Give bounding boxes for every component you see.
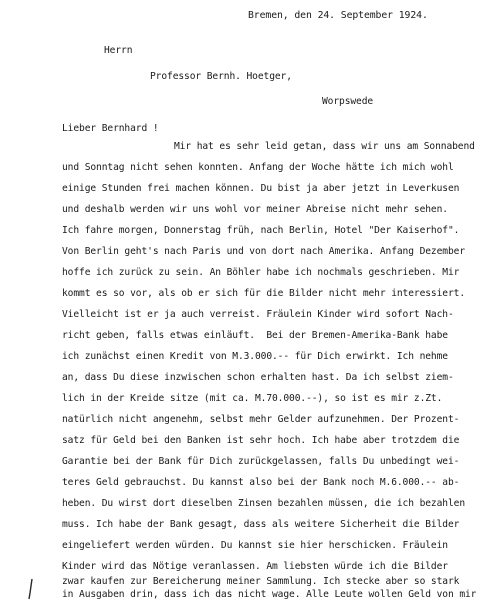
body-line: Garantie bei der Bank für Dich zurückgelassen, falls Du unbedingt wei- [62, 456, 460, 467]
body-line: teres Geld gebrauchst. Du kannst also bei der Bank noch M.6.000.-- ab- [62, 477, 460, 488]
body-line: Mir hat es sehr leid getan, dass wir uns am Sonnabend [174, 141, 475, 152]
address-title: Herrn [104, 45, 133, 56]
body-line: Vielleicht ist er ja auch verreist. Fräulein Kinder wird sofort Nach- [62, 309, 454, 320]
body-line: an, dass Du diese inzwischen schon erhalten hast. Da ich selbst ziem- [62, 372, 454, 383]
body-line: ich zunächst einen Kredit von M.3.000.-- für Dich erwirkt. Ich nehme [62, 351, 448, 362]
date-line: Bremen, den 24. September 1924. [248, 10, 428, 21]
body-line: kommt es so vor, als ob er sich für die Bilder nicht mehr interessiert. [62, 288, 465, 299]
body-line: einige Stunden frei machen können. Du bist ja aber jetzt in Leverkusen [62, 183, 460, 194]
body-line: und Sonntag nicht sehen konnten. Anfang der Woche hätte ich mich wohl [62, 162, 454, 173]
body-line: und deshalb werden wir uns wohl vor meiner Abreise nicht mehr sehen. [62, 204, 448, 215]
body-line: richt geben, falls etwas einläuft. Bei der Bremen-Amerika-Bank habe [62, 330, 448, 341]
body-line: Kinder wird das Nötige veranlassen. Am liebsten würde ich die Bilder [62, 561, 448, 572]
body-line: Ich fahre morgen, Donnerstag früh, nach Berlin, Hotel "Der Kaiserhof". [62, 225, 460, 236]
body-line: Von Berlin geht's nach Paris und von dort nach Amerika. Anfang Dezember [62, 246, 465, 257]
body-line: eingeliefert werden würden. Du kannst sie hier herschicken. Fräulein [62, 540, 448, 551]
greeting: Lieber Bernhard ! [62, 123, 159, 134]
body-line: muss. Ich habe der Bank gesagt, dass als weitere Sicherheit die Bilder [62, 519, 460, 530]
body-line: natürlich nicht angenehm, selbst mehr Gelder aufzunehmen. Der Prozent- [62, 414, 460, 425]
body-line: satz für Geld bei den Banken ist sehr hoch. Ich habe aber trotzdem die [62, 435, 460, 446]
body-line: in Ausgaben drin, dass ich das nicht wage. Alle Leute wollen Geld von mir [62, 589, 477, 600]
margin-pencil-mark [28, 578, 34, 600]
body-line: heben. Du wirst dort dieselben Zinsen bezahlen müssen, die ich bezahlen [62, 498, 465, 509]
body-line: lich in der Kreide sitze (mit ca. M.70.000.--), so ist es mir z.Zt. [62, 393, 443, 404]
body-line: hoffe ich zurück zu sein. An Böhler habe ich nochmals geschrieben. Mir [62, 267, 460, 278]
address-place: Worpswede [322, 96, 374, 107]
body-line: zwar kaufen zur Bereicherung meiner Sammlung. Ich stecke aber so stark [62, 576, 460, 587]
address-recipient: Professor Bernh. Hoetger, [150, 71, 292, 82]
